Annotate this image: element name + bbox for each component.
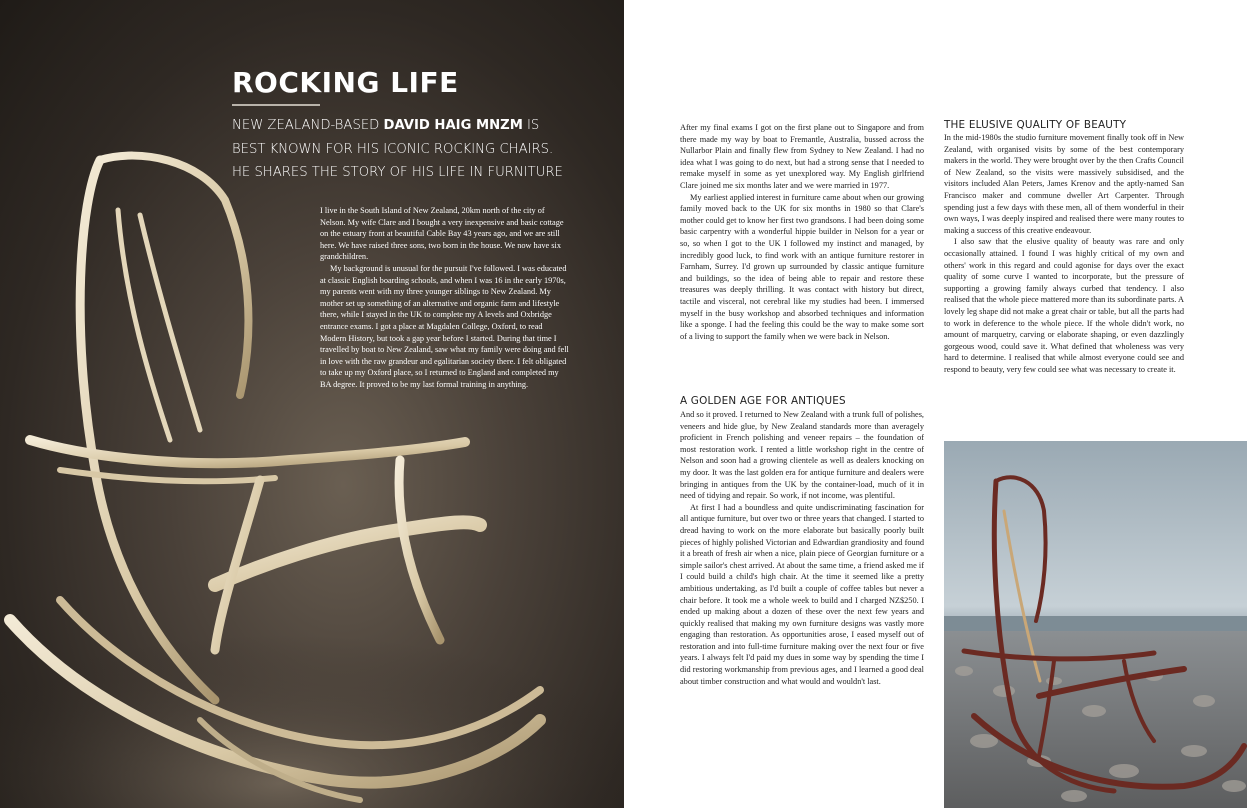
body-paragraph: At first I had a boundless and quite undiscriminating fascination for all antique furniture, but over two or three years that changed. I started to dread having to work on the more elaborate but basically poorly built pieces of highly polished Victorian and Edwardian grandiosity and found it a breath of fresh air when a nice, plain piece of Georgian furniture or a simple sailor's chest arrived. At about the same time, a friend asked me if I could build a child's high chair. At the time it seemed like a pretty ambitious undertaking, as I'd built a couple of coffee tables but never a chair before. It took me a whole week to build and I charged NZ$250. I ended up making about a dozen of these over the next few years and quickly realised that making my own furniture designs was vastly more engaging than restoration. As opportunities arose, I eased myself out of restoration and into full-time furniture making over the next four or five years. I always felt I'd paid my dues in some way by spending the time I did restoring workmanship from previous ages, and I learned a good deal about timber construction and what would and wouldn't last. — [680, 502, 924, 686]
body-column-1 — [680, 122, 924, 342]
body-paragraph: In the mid-1980s the studio furniture movement finally took off in New Zealand, with organised visits by some of the best contemporary makers in the world. They were brought over by the then Crafts Council of New Zealand, so the visits were massively subsidised, and the visitors included Alan Peters, James Krenov and the aptly-named San Francisco maker and commune dweller Art Carpenter. Through spending just a few days with these men, all of them wonderful in their own ways, I was deeply inspired and realised there were many routes to making a success of this creative endeavour. — [944, 133, 1184, 235]
standfirst-rest: IS BEST KNOWN FOR HIS ICONIC ROCKING CHAIRS. HE SHARES THE STORY OF HIS LIFE IN FURNITURE — [232, 118, 563, 180]
dark-chair-photo — [944, 441, 1247, 808]
intro-paragraph: My background is unusual for the pursuit I've followed. I was educated at classic English boarding schools, and when I was 16 in the early 1970s, my parents went with my three younger siblings to New Zealand. My mother set up something of an alternative and organic farm and lifestyle there, while I stayed in the UK to complete my A levels and Oxbridge entrance exams. I got a place at Magdalen College, Oxford, to read Modern History, but took a gap year before I started. During that time I travelled by boat to New Zealand, saw what my family were doing and fell in love with the raw grandeur and egalitarian society there. I felt obligated to take up my Oxford place, so I returned to England and completed my BA degree. It proved to be my last formal training in anything. — [320, 263, 569, 389]
standfirst — [232, 114, 572, 185]
body-column-2 — [944, 132, 1184, 375]
dark-rocking-chair-image — [944, 441, 1247, 808]
body-paragraph: And so it proved. I returned to New Zealand with a trunk full of polishes, veneers and hide glue, by New Zealand standards more than averagely proficient in French polishing and veneer repairs – the foundation of most restoration work. I rented a little workshop right in the centre of Nelson and soon had a growing clientele as well as dealers knocking on my door. It was the last golden era for antique furniture and dealers were bringing in antiques from the UK by the container-load, much of it in need of tidying and repair. So work, if not income, was plentiful. — [680, 410, 924, 501]
article-title: ROCKING LIFE — [232, 66, 459, 99]
intro-text — [320, 205, 570, 391]
body-column-1-continued — [680, 409, 924, 687]
subheading-golden-age: A GOLDEN AGE FOR ANTIQUES — [680, 395, 846, 407]
body-paragraph: I also saw that the elusive quality of beauty was rare and only occasionally attained. I found I was highly critical of my own and others' work in this regard and could agonise for days over the exact quality of some curve I wanted to incorporate, but the pressure of supporting a growing family always curbed that tendency. I also realised that the whole piece mattered more than its subordinate parts. A lovely leg shape did not make a great chair or table, but all the parts had to work in deference to the whole piece. If the whole didn't work, no amount of marquetry, carving or elaborate shaping, or even dazzlingly gorgeous wood, could save it. What defined that wholeness was very hard to determine. I realised that while almost everyone could see and respond to beauty, very few could see what was necessary to create it. — [944, 237, 1184, 374]
standfirst-name: DAVID HAIG MNZM — [383, 118, 523, 133]
title-rule — [232, 104, 320, 106]
standfirst-lead: NEW ZEALAND-BASED — [232, 118, 384, 133]
body-paragraph: My earliest applied interest in furniture came about when our growing family moved back to the UK for six months in 1980 so that Clare's mother could get to know her first two grandsons. I had been doing some basic carpentry with a wonderful hippie builder in Nelson for a year or so, so when I got to the UK I followed my instinct and managed, by incredibly good luck, to find work with an antique furniture restorer in Farnham, Surrey. I'd grown up surrounded by classic antique furniture and buildings, so the idea of being able to repair and restore these treasures was deeply thrilling. It was contact with history but direct, tactile and visceral, not cerebral like my studies had been. I immersed myself in the busy workshop and absorbed techniques and information like a sponge. I had the feeling this could be the way to make some sort of a living to support the family when we were back in Nelson. — [680, 192, 924, 341]
intro-paragraph: I live in the South Island of New Zealand, 20km north of the city of Nelson. My wife Clare and I bought a very inexpensive and basic cottage on the estuary front at beautiful Cable Bay 43 years ago, and we are still here. We have raised three sons, two born in the house. We now have six grandchildren. — [320, 206, 564, 262]
subheading-elusive-beauty: THE ELUSIVE QUALITY OF BEAUTY — [944, 119, 1127, 131]
body-paragraph: After my final exams I got on the first plane out to Singapore and from there made my way by boat to Fremantle, Australia, bussed across the Nullarbor Plain and finally flew from Sydney to New Zealand. I had no idea what I was going to do next, but had a strong sense that I needed to remake myself in some as yet unexplored way. My English girlfriend Clare joined me six months later and we were married in 1977. — [680, 123, 924, 190]
